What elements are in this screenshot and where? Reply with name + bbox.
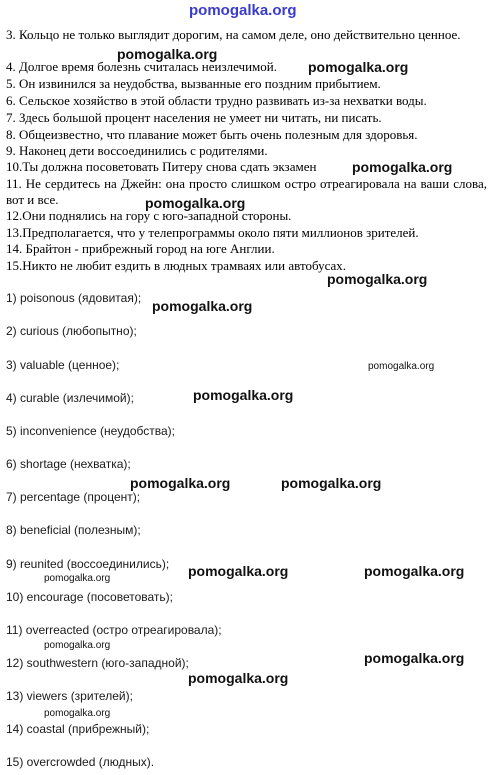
sentence-13: 13.Предполагается, что у телепрограммы около пяти миллионов зрителей.	[6, 225, 419, 240]
answer-12: 12) southwestern (юго-западной);	[6, 656, 189, 670]
watermark: pomogalka.org	[308, 59, 409, 75]
answer-4: 4) curable (излечимой);	[6, 391, 134, 405]
sentence-11: 11. Не сердитесь на Джейн: она просто слишком остро отреагировала на ваши слова, вот и все.	[6, 176, 487, 207]
sentence-12: 12.Они поднялись на гору с юго-западной стороны.	[6, 208, 292, 223]
sentence-10: 10.Ты должна посоветовать Питеру снова сдать экзамен	[6, 159, 317, 174]
sentence-6: 6. Сельское хозяйство в этой области трудно развивать из-за нехватки воды.	[6, 93, 427, 108]
watermark: pomogalka.org	[44, 708, 111, 719]
watermark: pomogalka.org	[117, 46, 218, 62]
answer-6: 6) shortage (нехватка);	[6, 457, 131, 471]
answer-14: 14) coastal (прибрежный);	[6, 722, 150, 736]
answer-9: 9) reunited (воссоединились);	[6, 557, 170, 571]
answer-3: 3) valuable (ценное);	[6, 358, 120, 372]
watermark: pomogalka.org	[281, 475, 382, 491]
watermark: pomogalka.org	[352, 159, 453, 175]
sentence-8: 8. Общеизвестно, что плавание может быть очень полезным для здоровья.	[6, 127, 418, 142]
header-watermark: pomogalka.org	[189, 2, 297, 19]
answer-7: 7) percentage (процент);	[6, 490, 141, 504]
watermark: pomogalka.org	[364, 563, 465, 579]
watermark: pomogalka.org	[193, 387, 294, 403]
watermark: pomogalka.org	[188, 563, 289, 579]
watermark: pomogalka.org	[188, 670, 289, 686]
watermark: pomogalka.org	[368, 361, 435, 372]
watermark: pomogalka.org	[44, 573, 111, 584]
watermark: pomogalka.org	[152, 298, 253, 314]
answer-1: 1) poisonous (ядовитая);	[6, 291, 142, 305]
sentence-14: 14. Брайтон - прибрежный город на юге Англии.	[6, 241, 275, 256]
sentence-9: 9. Наконец дети воссоединились с родителями.	[6, 143, 268, 158]
watermark: pomogalka.org	[364, 650, 465, 666]
answer-13: 13) viewers (зрителей);	[6, 689, 133, 703]
watermark: pomogalka.org	[130, 475, 231, 491]
sentence-7: 7. Здесь большой процент населения не умеет ни читать, ни писать.	[6, 110, 382, 125]
answer-2: 2) curious (любопытно);	[6, 324, 137, 338]
sentence-5: 5. Он извинился за неудобства, вызванные его поздним прибытием.	[6, 76, 381, 91]
answer-10: 10) encourage (посоветовать);	[6, 590, 173, 604]
sentence-4: 4. Долгое время болезнь считалась неизлечимой.	[6, 59, 277, 74]
answer-5: 5) inconvenience (неудобства);	[6, 424, 175, 438]
watermark: pomogalka.org	[327, 271, 428, 287]
answer-11: 11) overreacted (остро отреагировала);	[6, 623, 222, 637]
answer-8: 8) beneficial (полезным);	[6, 523, 141, 537]
answer-15: 15) overcrowded (людных).	[6, 755, 155, 769]
sentence-15: 15.Никто не любит ездить в людных трамваях или автобусах.	[6, 258, 347, 273]
watermark: pomogalka.org	[145, 195, 246, 211]
watermark: pomogalka.org	[44, 640, 111, 651]
sentence-3: 3. Кольцо не только выглядит дорогим, на самом деле, оно действительно ценное.	[6, 27, 461, 42]
